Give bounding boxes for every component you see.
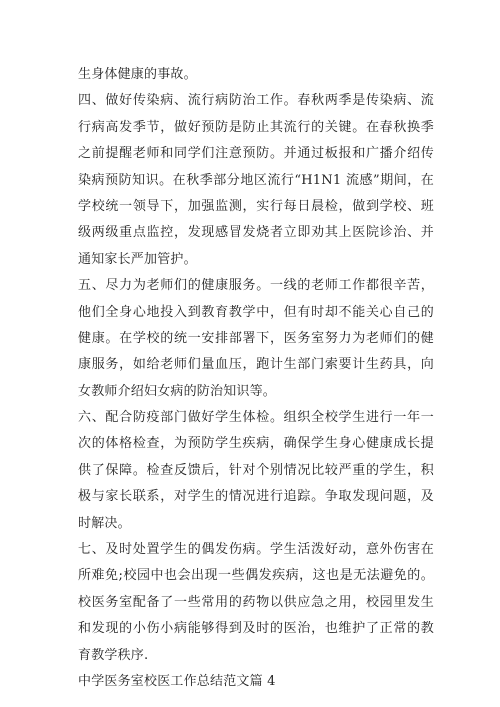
paragraph-line: 供了保障。检查反馈后，针对个别情况比较严重的学生，积: [78, 462, 434, 478]
paragraph-line: 之前提醒老师和同学们注意预防。并通过板报和广播介绍传: [78, 146, 434, 162]
paragraph-line: 染病预防知识。在秋季部分地区流行“H1N1 流感”期间，在: [78, 172, 434, 188]
paragraph-line: 通知家长严加管护。: [78, 251, 197, 267]
section-heading: 中学医务室校医工作总结范文篇 4: [78, 673, 276, 689]
paragraph-line: 行病高发季节，做好预防是防止其流行的关键。在春秋换季: [78, 119, 434, 135]
paragraph-line: 时解决。: [78, 515, 131, 531]
paragraph-line: 五、尽力为老师们的健康服务。一线的老师工作都很辛苦，: [78, 278, 434, 294]
paragraph-line: 七、及时处置学生的偶发伤病。学生活泼好动，意外伤害在: [78, 542, 434, 558]
paragraph-line: 级两级重点监控，发现感冒发烧者立即劝其上医院诊治、并: [78, 225, 434, 241]
paragraph-line: 和发现的小伤小病能够得到及时的医治，也维护了正常的教: [78, 621, 434, 637]
paragraph-line: 生身体健康的事故。: [78, 67, 197, 82]
paragraph-line: 校医务室配备了一些常用的药物以供应急之用，校园里发生: [78, 594, 434, 610]
paragraph-line: 他们全身心地投入到教育教学中，但有时却不能关心自己的: [78, 304, 434, 320]
paragraph-line: 学校统一领导下，加强监测，实行每日晨检，做到学校、班: [78, 198, 434, 214]
paragraph-line: 所难免;校园中也会出现一些偶发疾病，这也是无法避免的。: [78, 568, 434, 584]
paragraph-line: 康服务，如给老师们量血压，跑计生部门索要计生药具，向: [78, 357, 434, 373]
paragraph-line: 次的体格检查，为预防学生疾病，确保学生身心健康成长提: [78, 436, 434, 452]
paragraph-line: 育教学秩序.: [78, 647, 149, 663]
paragraph-line: 四、做好传染病、流行病防治工作。春秋两季是传染病、流: [78, 93, 434, 109]
document-body: [78, 62, 434, 695]
paragraph-line: 健康。在学校的统一安排部署下，医务室努力为老师们的健: [78, 330, 434, 346]
paragraph-line: 极与家长联系，对学生的情况进行追踪。争取发现问题，及: [78, 489, 434, 505]
paragraph-line: 六、配合防疫部门做好学生体检。组织全校学生进行一年一: [78, 410, 434, 426]
paragraph-line: 女教师介绍妇女病的防治知识等。: [78, 383, 277, 399]
